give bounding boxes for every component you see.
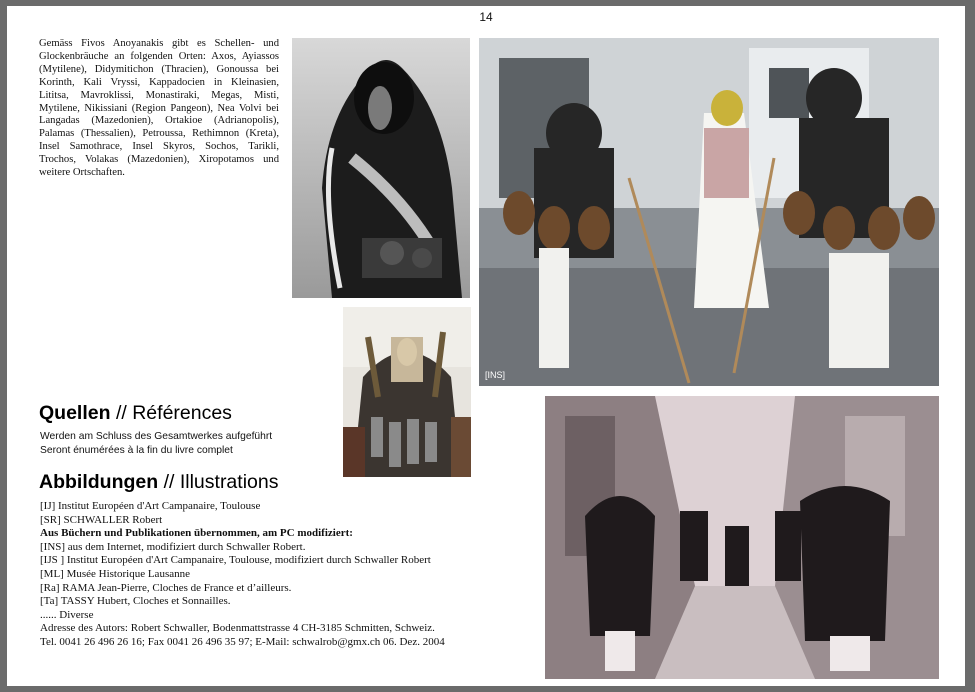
abbildungen-title-de: Abbildungen [39,471,159,493]
intro-paragraph: Gemäss Fivos Anoyanakis gibt es Schellen- und Glockenbräuche an folgenden Orten: Axos, Ayiassos (Mytilene), Didymitichon (Thracien), Gonoussa bei Korinth, Kali Vryssi, Kappadocien in Kleinasien, Lititsa, Mavroklissi, Monastiraki, Megas, Misti, Mytilene, Nikissiani (Region Pangeon), Nea Volvi bei Langadas (Mazedonien), Ortakioe (Adrianopolis), Palamas (Thessalien), Petroussa, Rethimnon (Kreta), Insel Samothrace, Insel Skyros, Sochos, Tarikli, Trochos, Volakas (Mazedonien), Xiropotamos und weitere Ortschaften. [39,38,279,179]
reference-line: [IJS ] Institut Européen d'Art Campanaire, Toulouse, modifiziert durch Schwaller Robert [40,554,431,567]
abbildungen-title-fr: Illustrations [179,471,279,493]
alley-procession-sepia-photo [545,396,939,679]
page-number: 14 [479,10,493,24]
quellen-separator: // [115,402,127,424]
reference-line: [ML] Musée Historique Lausanne [40,567,190,580]
street-mummers-color-photo [479,38,939,386]
reference-line: [INS] aus dem Internet, modifiziert durch Schwaller Robert. [40,540,306,553]
quellen-line-fr: Seront énumérées à la fin du livre complet [40,445,233,456]
author-address: Adresse des Autors: Robert Schwaller, Bodenmattstrasse 4 CH-3185 Schmitten, Schweiz. [40,622,435,635]
illustration-references-list [40,500,550,650]
photo-caption: [INS] [485,370,506,380]
reference-line: ...... Diverse [40,608,94,621]
quellen-title-de: Quellen [39,402,111,424]
reference-line: [IJ] Institut Européen d'Art Campanaire, Toulouse [40,500,261,512]
quellen-line-de: Werden am Schluss des Gesamtwerkes aufgeführt [40,431,273,442]
document-page [7,6,965,686]
masked-figure-bw-photo [292,38,470,298]
masked-figure-small-color-photo [343,307,471,477]
quellen-heading [39,402,232,425]
reference-line: [Ta] TASSY Hubert, Cloches et Sonnailles. [40,595,231,608]
author-contact: Tel. 0041 26 496 26 16; Fax 0041 26 496 35 97; E-Mail: schwalrob@gmx.ch 06. Dez. 2004 [40,635,445,648]
reference-line: [SR] SCHWALLER Robert [40,513,163,526]
quellen-title-fr: Références [132,402,232,424]
reference-line: [Ra] RAMA Jean-Pierre, Cloches de France et d’ailleurs. [40,581,292,594]
abbildungen-separator: // [163,471,175,493]
abbildungen-heading [39,471,278,494]
reference-subheading: Aus Büchern und Publikationen übernommen, am PC modifiziert: [40,527,353,540]
